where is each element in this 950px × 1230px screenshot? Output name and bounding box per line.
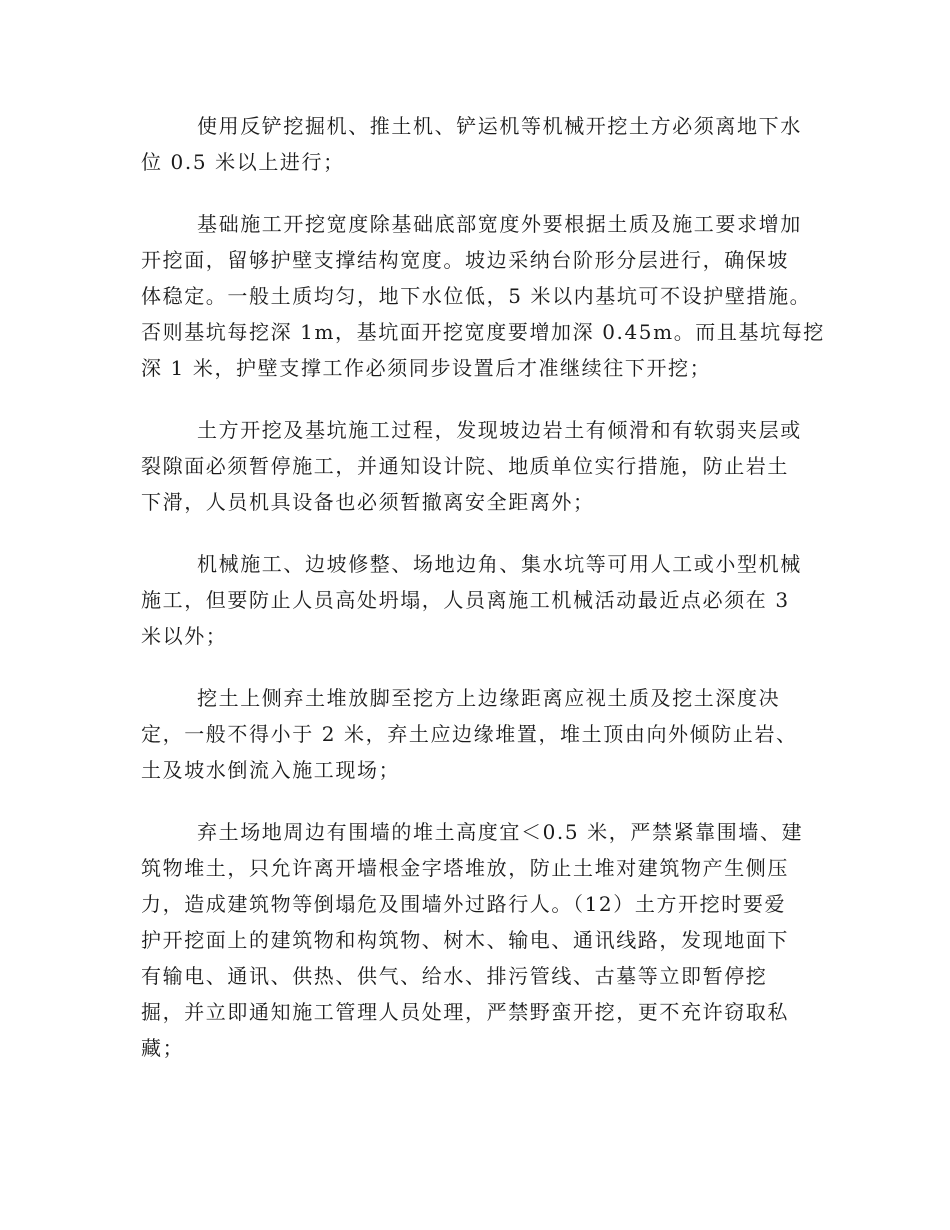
text-line: 机械施工、边坡修整、场地边角、集水坑等可用人工或小型机械: [197, 552, 802, 576]
paragraph-2: [141, 206, 825, 386]
text-line: 挖土上侧弃土堆放脚至挖方上边缘距离应视土质及挖土深度决: [197, 686, 781, 710]
paragraph-5: [141, 680, 813, 788]
text-line: 筑物堆土，只允许离开墙根金字塔堆放，防止土堆对建筑物产生侧压: [141, 856, 789, 880]
text-line: 下滑，人员机具设备也必须暂撤离安全距离外；: [141, 490, 595, 514]
text-line: 定，一般不得小于 2 米，弃土应边缘堆置，堆土顶由向外倾防止岩、: [141, 722, 798, 746]
document-body: [141, 108, 825, 1092]
text-line: 力，造成建筑物等倒塌危及围墙外过路行人。（12）土方开挖时要爱: [141, 892, 787, 916]
paragraph-6: [141, 814, 813, 1066]
text-line: 有输电、通讯、供热、供气、给水、排污管线、古墓等立即暂停挖: [141, 964, 768, 988]
text-line: 土方开挖及基坑施工过程，发现坡边岩土有倾滑和有软弱夹层或: [197, 418, 802, 442]
text-line: 裂隙面必须暂停施工，并通知设计院、地质单位实行措施，防止岩土: [141, 454, 789, 478]
text-line: 米以外；: [141, 624, 228, 648]
text-line: 位 0.5 米以上进行；: [141, 150, 345, 174]
text-line: 藏；: [141, 1036, 185, 1060]
text-line: 护开挖面上的建筑物和构筑物、树木、输电、通讯线路，发现地面下: [141, 928, 789, 952]
text-line: 施工，但要防止人员高处坍塌，人员离施工机械活动最近点必须在 3: [141, 588, 790, 612]
text-line: 体稳定。一般土质均匀，地下水位低，5 米以内基坑可不设护壁措施。: [141, 284, 812, 308]
text-line: 开挖面，留够护壁支撑结构宽度。坡边采纳台阶形分层进行，确保坡: [141, 248, 789, 272]
text-line: 土及坡水倒流入施工现场；: [141, 758, 401, 782]
text-line: 弃土场地周边有围墙的堆土高度宜＜0.5 米，严禁紧靠围墙、建: [197, 820, 804, 844]
text-line: 否则基坑每挖深 1m，基坑面开挖宽度要增加深 0.45m。而且基坑每挖: [141, 320, 825, 344]
text-line: 掘，并立即通知施工管理人员处理，严禁野蛮开挖，更不充许窃取私: [141, 1000, 789, 1024]
paragraph-1: [141, 108, 813, 180]
text-line: 深 1 米，护壁支撑工作必须同步设置后才准继续往下开挖；: [141, 356, 712, 380]
paragraph-3: [141, 412, 813, 520]
paragraph-4: [141, 546, 813, 654]
text-line: 使用反铲挖掘机、推土机、铲运机等机械开挖土方必须离地下水: [197, 114, 802, 138]
text-line: 基础施工开挖宽度除基础底部宽度外要根据土质及施工要求增加: [197, 212, 802, 236]
